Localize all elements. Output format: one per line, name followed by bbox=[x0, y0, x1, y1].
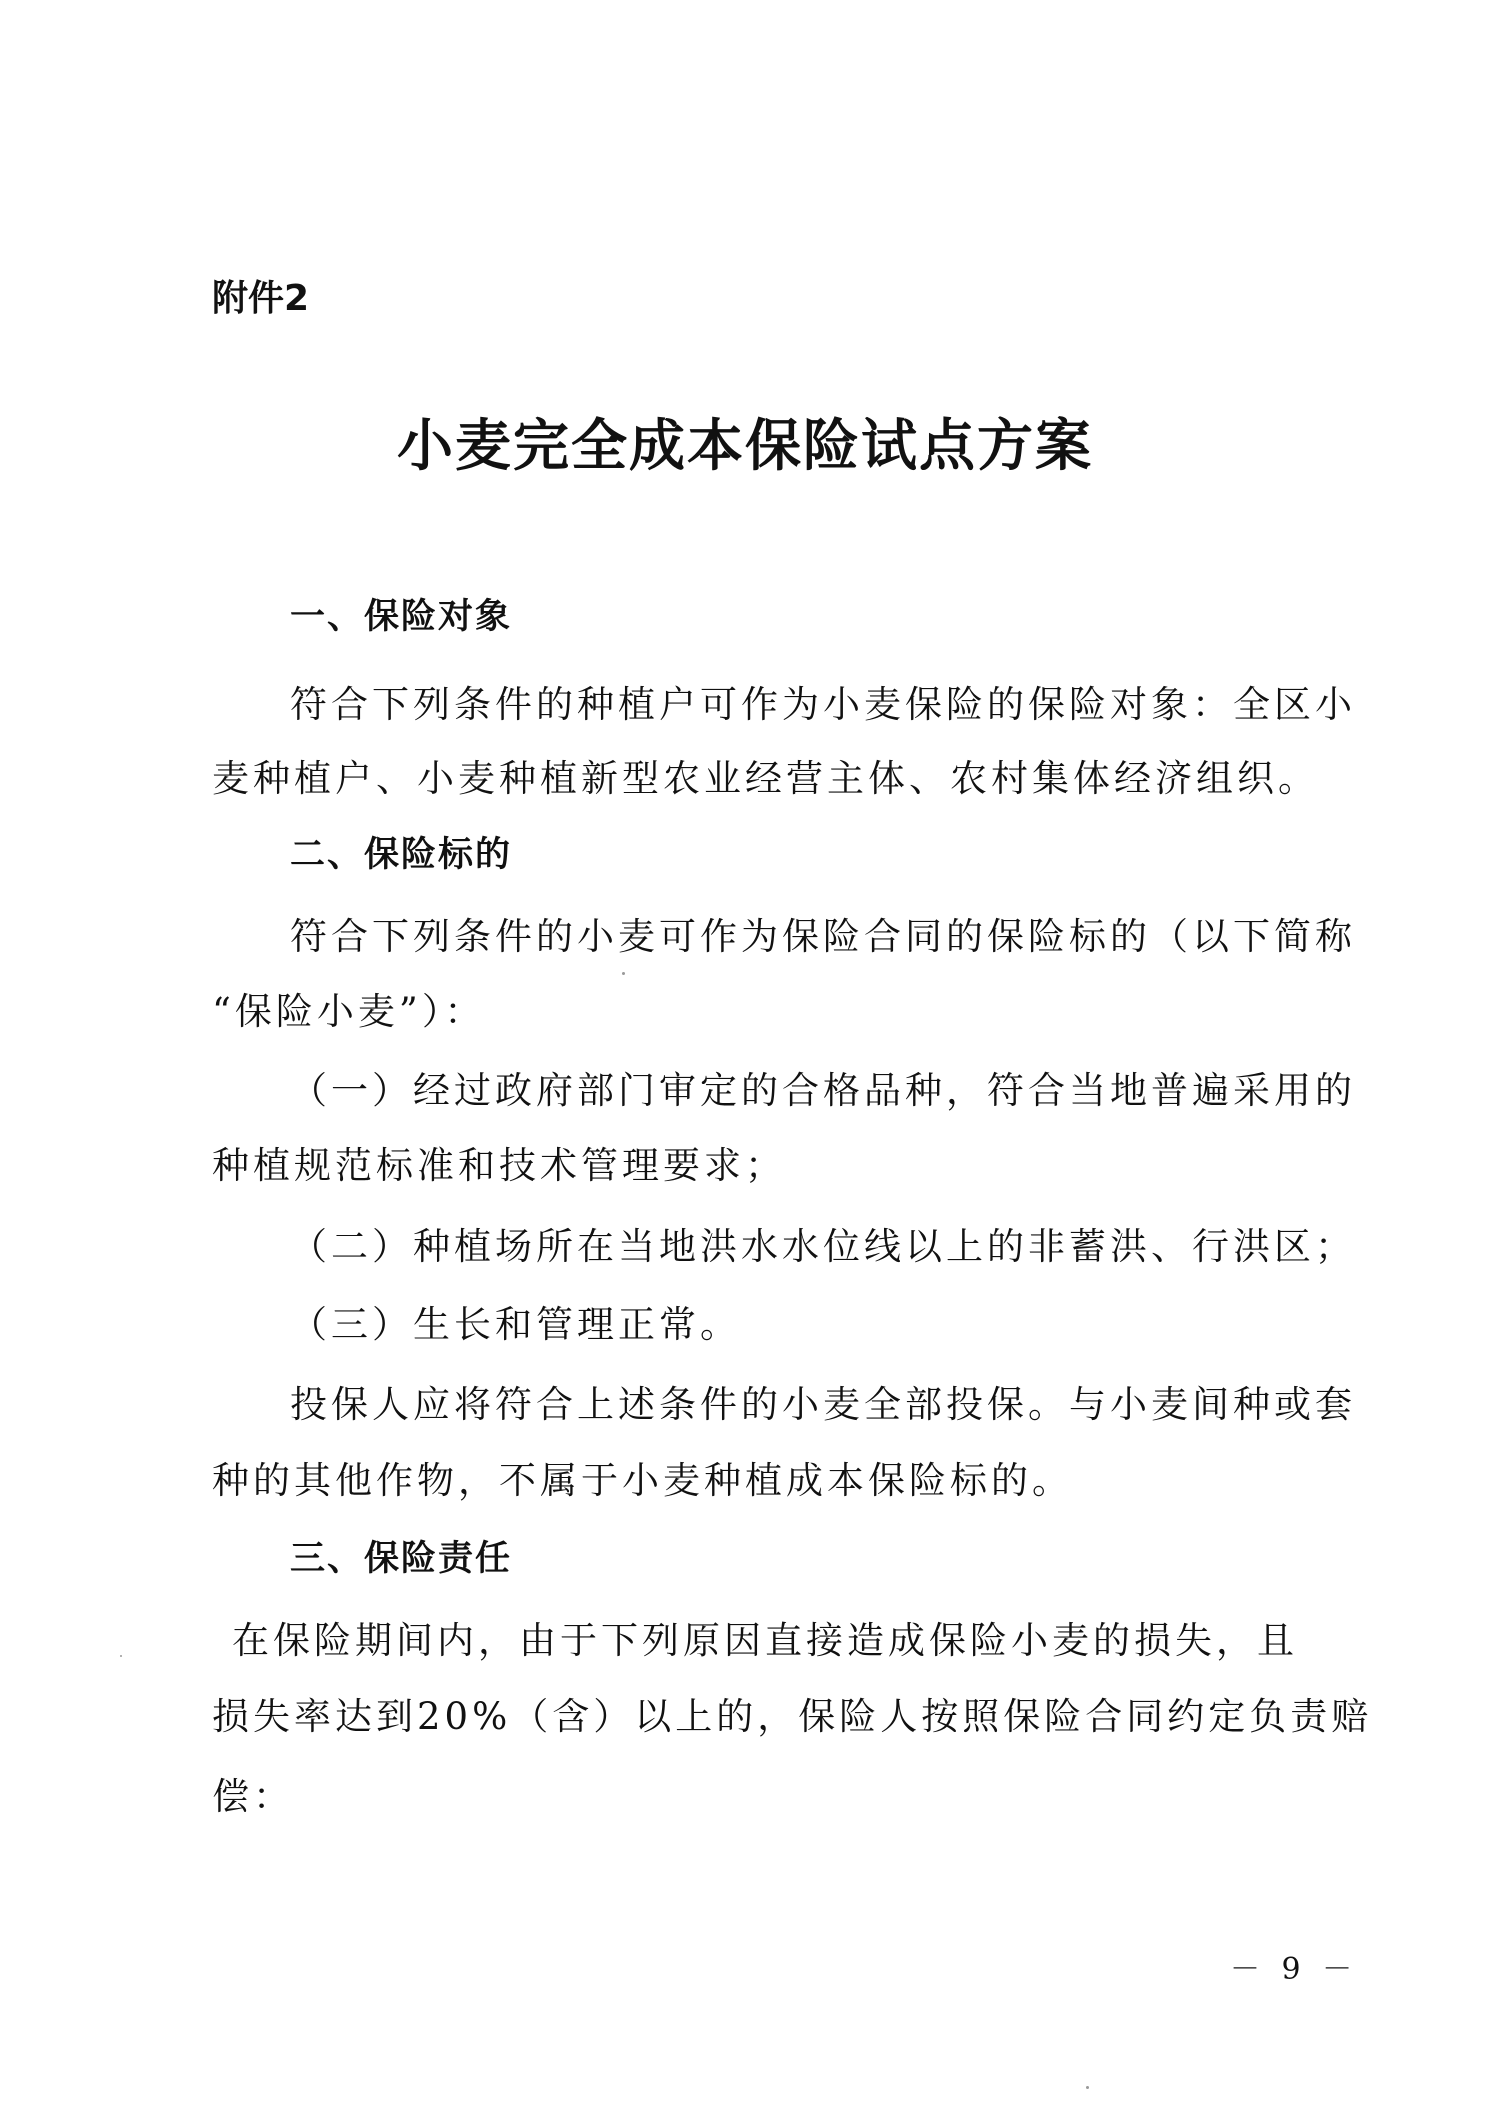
page-number: － 9 － bbox=[1230, 1952, 1359, 1987]
attachment-label: 附件2 bbox=[212, 278, 310, 319]
paragraph-line: 麦种植户、小麦种植新型农业经营主体、农村集体经济组织。 bbox=[212, 757, 1319, 800]
paragraph-line: 种的其他作物，不属于小麦种植成本保险标的。 bbox=[212, 1459, 1073, 1502]
list-item-continuation: 种植规范标准和技术管理要求； bbox=[212, 1144, 786, 1187]
section-heading-insured-subject: 一、保险对象 bbox=[290, 597, 513, 637]
paragraph-line: 损失率达到20%（含）以上的，保险人按照保险合同约定负责赔 bbox=[212, 1695, 1373, 1738]
list-item: （三）生长和管理正常。 bbox=[290, 1303, 741, 1346]
section-heading-insured-object: 二、保险标的 bbox=[290, 835, 513, 875]
paragraph-line: 在保险期间内，由于下列原因直接造成保险小麦的损失，且 bbox=[232, 1619, 1298, 1662]
scan-speck bbox=[1086, 2086, 1089, 2089]
section-heading-insurance-liability: 三、保险责任 bbox=[290, 1539, 513, 1579]
paragraph-line: 偿： bbox=[212, 1775, 294, 1818]
paragraph-line: 符合下列条件的种植户可作为小麦保险的保险对象：全区小 bbox=[290, 683, 1356, 726]
list-item: （一）经过政府部门审定的合格品种，符合当地普遍采用的 bbox=[290, 1069, 1356, 1112]
paragraph-line: “保险小麦”）： bbox=[212, 990, 486, 1033]
paragraph-line: 投保人应将符合上述条件的小麦全部投保。与小麦间种或套 bbox=[290, 1383, 1356, 1426]
scan-speck bbox=[622, 972, 625, 975]
paragraph-line: 符合下列条件的小麦可作为保险合同的保险标的（以下简称 bbox=[290, 915, 1356, 958]
list-item: （二）种植场所在当地洪水水位线以上的非蓄洪、行洪区； bbox=[290, 1225, 1356, 1268]
document-title: 小麦完全成本保险试点方案 bbox=[397, 413, 1093, 479]
scan-speck bbox=[120, 1655, 122, 1657]
